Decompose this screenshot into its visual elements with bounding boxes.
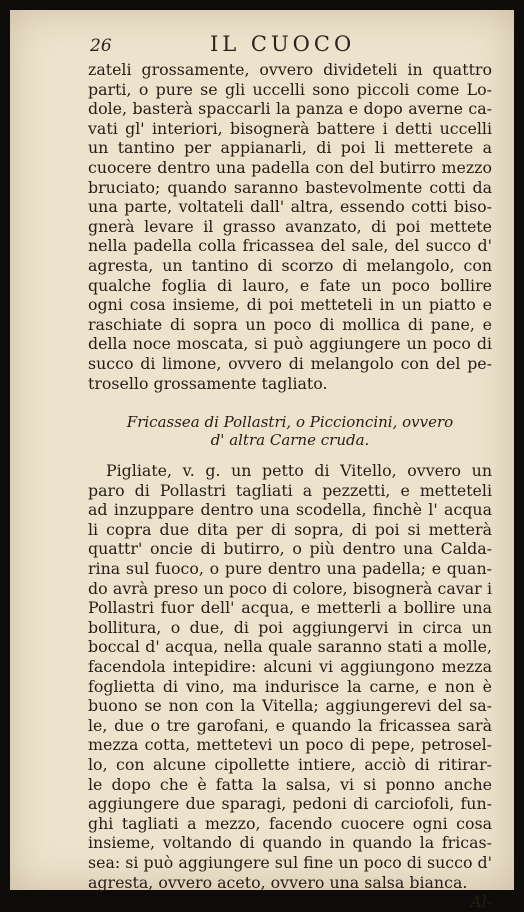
running-title: IL CUOCO: [210, 32, 356, 56]
text-line: ad inzuppare dentro una scodella, finchè l' acqua: [88, 500, 492, 520]
text-line: aggiungere due sparagi, pedoni di carciofoli, fun-: [88, 794, 492, 814]
text-line: vati gl' interiori, bisognerà battere i detti uccelli: [88, 118, 492, 138]
text-line: ghi tagliati a mezzo, facendo cuocere ogni cosa: [88, 813, 492, 833]
text-line: paro di Pollastri tagliati a pezzetti, e metteteli: [88, 480, 492, 500]
text-line: una parte, voltateli dall' altra, essendo cotti biso-: [88, 197, 492, 217]
text-line: insieme, voltando di quando in quando la fricas-: [88, 833, 492, 853]
text-line: raschiate di sopra un poco di mollica di pane, e: [88, 314, 492, 334]
section-heading-line: Fricassea di Pollastri, o Piccioncini, ovvero: [126, 413, 454, 432]
text-line: parti, o pure se gli uccelli sono piccoli come Lo-: [88, 79, 492, 99]
text-line: Pigliate, v. g. un petto di Vitello, ovvero un: [106, 461, 492, 481]
text-line: agresta, ovvero aceto, ovvero una salsa bianca.: [88, 872, 468, 892]
text-line: sea: si può aggiungere sul fine un poco di succo d': [88, 852, 492, 872]
page-body: [88, 60, 492, 912]
text-line: buono se non con la Vitella; aggiungerevi del sa-: [88, 696, 492, 716]
text-line: zateli grossamente, ovvero divideteli in quattro: [88, 60, 492, 79]
text-line: do avrà preso un poco di colore, bisognerà cavar i: [88, 578, 492, 598]
text-line: qualche foglia di lauro, e fate un poco bollire: [88, 275, 492, 295]
text-line: foglietta di vino, ma indurisce la carne, e non è: [88, 676, 492, 696]
text-line: rina sul fuoco, o pure dentro una padella; e quan-: [88, 559, 492, 579]
text-line: agresta, un tantino di scorzo di melangolo, con: [88, 255, 492, 275]
text-line: dole, basterà spaccarli la panza e dopo averne ca-: [88, 99, 492, 119]
text-line: ogni cosa insieme, di poi metteteli in un piatto e: [88, 295, 492, 315]
book-page: [10, 10, 514, 912]
text-line: quattr' oncie di butirro, o più dentro una Calda-: [88, 539, 492, 559]
text-line: della noce moscata, si può aggiungere un poco di: [88, 334, 492, 354]
text-line: lo, con alcune cipollette intiere, acciò di ritirar-: [88, 755, 492, 774]
catchword: Al-: [470, 892, 492, 912]
text-line: succo di limone, ovvero di melangolo con del pe-: [88, 353, 492, 373]
text-line: gnerà levare il grasso avanzato, di poi mettete: [88, 216, 492, 236]
text-line: un tantino per appianarli, di poi li metterete a: [88, 138, 492, 158]
text-line: nella padella colla fricassea del sale, del succo d': [88, 236, 492, 256]
text-line: mezza cotta, mettetevi un poco di pepe, petrosel-: [88, 735, 492, 755]
text-line: bollitura, o due, di poi aggiungervi in circa un: [88, 617, 492, 637]
paragraph-continued: [88, 60, 492, 393]
page-number: 26: [90, 36, 112, 56]
text-line: le, due o tre garofani, e quando la fricassea sarà: [88, 715, 492, 735]
text-line: facendola intepidire: alcuni vi aggiungono mezza: [88, 657, 492, 677]
text-line: li copra due dita per di sopra, di poi si metterà: [88, 519, 492, 539]
text-line: cuocere dentro una padella con del butirro mezzo: [88, 157, 492, 177]
page-header: [90, 32, 490, 58]
text-line: trosello grossamente tagliato.: [88, 373, 328, 393]
text-line: le dopo che è fatta la salsa, vi si ponno anche: [88, 774, 492, 794]
text-line: Pollastri fuor dell' acqua, e metterli a bollire una: [88, 598, 492, 618]
text-line: bruciato; quando saranno bastevolmente cotti da: [88, 177, 492, 197]
section-heading-line: d' altra Carne cruda.: [210, 431, 370, 450]
text-line: boccal d' acqua, nella quale saranno stati a molle,: [88, 637, 492, 657]
recipe-paragraph: [88, 461, 492, 892]
section-heading: [88, 413, 492, 449]
